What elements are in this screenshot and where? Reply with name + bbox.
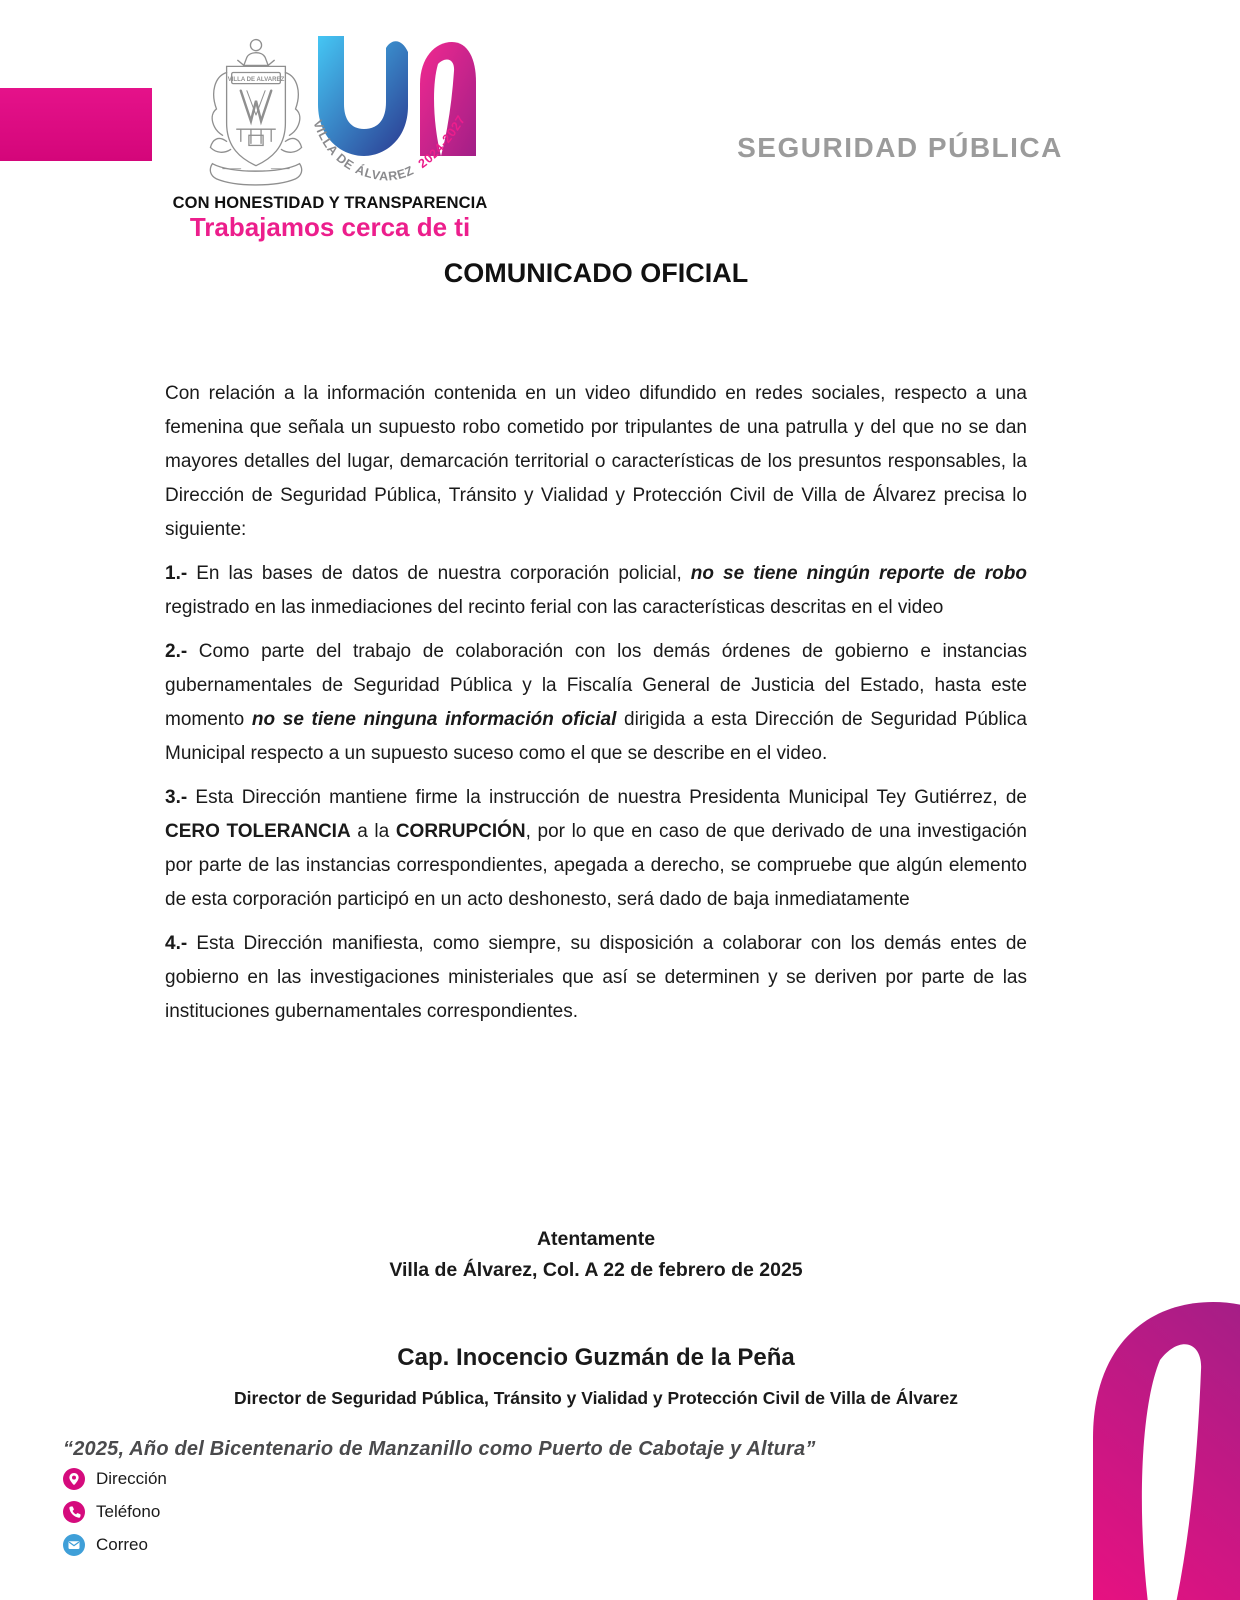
municipal-coat-of-arms: [198, 36, 314, 190]
header-slogans: [158, 194, 502, 242]
year-quote: “2025, Año del Bicentenario de Manzanillo como Puerto de Cabotaje y Altura”: [63, 1438, 816, 1460]
signer-title: Director de Seguridad Pública, Tránsito y Vialidad y Protección Civil de Villa de Álvarez: [234, 1388, 958, 1408]
location-pin-icon: [63, 1468, 85, 1490]
document-body: [165, 377, 1027, 1039]
closing-block: [165, 1224, 1027, 1286]
brand-accent-bar: [0, 88, 152, 161]
contact-label: Teléfono: [96, 1502, 161, 1521]
crest-banner-text: VILLA DE ALVAREZ: [227, 77, 285, 84]
paragraph-intro: Con relación a la información contenida en un video difundido en redes sociales, respecto a una femenina que señala un supuesto robo cometido por tripulantes de una patrulla y del que no se dan mayores detalles del lugar, demarcación territorial o características de los presuntos responsables, la Dirección de Seguridad Pública, Tránsito y Vialidad y Protección Civil de Villa de Álvarez precisa lo siguiente:: [165, 383, 1027, 540]
contact-row-direccion: [63, 1468, 167, 1490]
logo-arc-years: 2024-2027: [412, 112, 469, 174]
villa-de-alvarez-un-logo: [302, 30, 486, 202]
closing-place-date: Villa de Álvarez, Col. A 22 de febrero de 2025: [389, 1259, 803, 1281]
contact-label: Correo: [96, 1535, 148, 1554]
closing-salutation: Atentamente: [536, 1228, 656, 1250]
paragraph-point-1: 1.- En las bases de datos de nuestra corporación policial, no se tiene ningún reporte de robo registrado en las inmediaciones del recinto ferial con las características descritas en el video: [165, 563, 1027, 618]
envelope-icon: [63, 1534, 85, 1556]
phone-icon: [63, 1501, 85, 1523]
signer-name: Cap. Inocencio Guzmán de la Peña: [397, 1344, 795, 1371]
contact-list: [63, 1468, 167, 1567]
paragraph-point-2: 2.- Como parte del trabajo de colaboración con los demás órdenes de gobierno e instancias gubernamentales de Seguridad Pública y la Fiscalía General de Justicia del Estado, hasta este momento no se tiene ninguna información oficial dirigida a esta Dirección de Seguridad Pública Municipal respecto a un supuesto suceso como el que se describe en el video.: [165, 641, 1027, 764]
slogan-honesty: CON HONESTIDAD Y TRANSPARENCIA: [172, 194, 488, 212]
slogan-tagline: Trabajamos cerca de ti: [189, 212, 471, 243]
document-title: COMUNICADO OFICIAL: [443, 258, 749, 288]
logo-arc-text: VILLA DE ÁLVAREZ: [310, 118, 417, 184]
paragraph-point-4: 4.- Esta Dirección manifiesta, como siempre, su disposición a colaborar con los demás entes de gobierno en las investigaciones ministeriales que así se determinen y se deriven por parte de las instituciones gubernamentales correspondientes.: [165, 933, 1027, 1022]
contact-row-correo: [63, 1534, 167, 1556]
department-heading: SEGURIDAD PÚBLICA: [737, 132, 1063, 163]
contact-row-telefono: [63, 1501, 167, 1523]
paragraph-point-3: 3.- Esta Dirección mantiene firme la instrucción de nuestra Presidenta Municipal Tey Gutiérrez, de CERO TOLERANCIA a la CORRUPCIÓN, por lo que en caso de que derivado de una investigación por parte de las instancias correspondientes, apegada a derecho, se compruebe que algún elemento de esta corporación participó en un acto deshonesto, será dado de baja inmediatamente: [165, 787, 1027, 910]
contact-label: Dirección: [96, 1469, 167, 1488]
corner-brand-logo: [1085, 1270, 1240, 1600]
